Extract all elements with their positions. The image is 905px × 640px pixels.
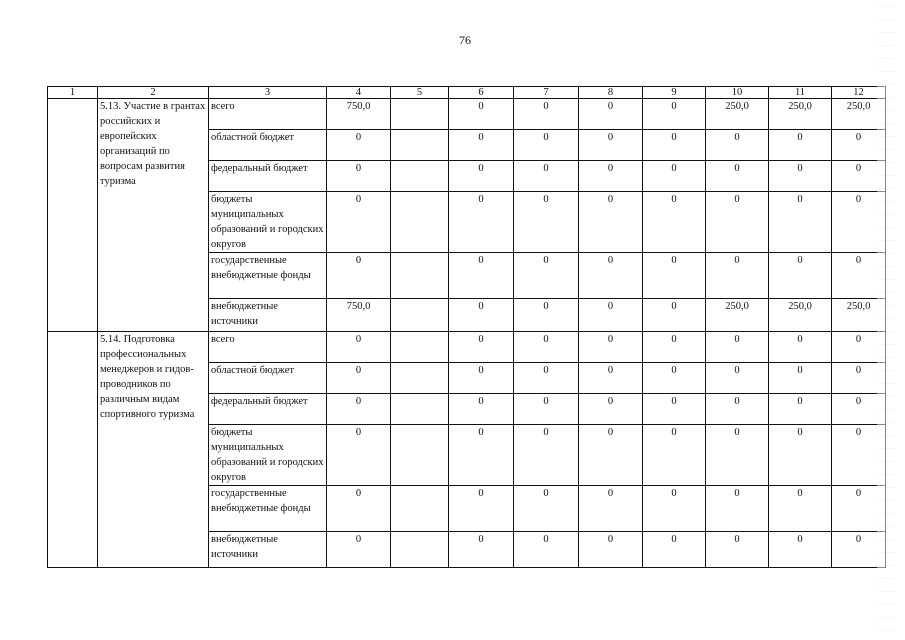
- value-cell-col-11: 0: [769, 130, 832, 161]
- value-cell-col-5: [391, 130, 449, 161]
- page-number: 76: [459, 33, 471, 47]
- value-cell-col-5: [391, 161, 449, 192]
- measure-title: 5.14. Подготовка профессиональных менеджеров и гидов-проводников по различным видам спортивного туризма: [98, 332, 209, 568]
- value-cell-col-8: 0: [579, 99, 643, 130]
- value-cell-col-7: 0: [514, 532, 579, 568]
- value-cell-col-12: 250,0: [832, 99, 886, 130]
- value-cell-col-10: 0: [706, 253, 769, 299]
- table-body: [48, 99, 886, 568]
- funding-source: внебюджетные источники: [209, 299, 327, 332]
- value-cell-col-12: 250,0: [832, 299, 886, 332]
- value-cell-col-4: 0: [327, 192, 391, 253]
- value-cell-col-9: 0: [643, 192, 706, 253]
- column-header-10: 10: [706, 87, 769, 99]
- value-cell-col-6: 0: [449, 486, 514, 532]
- value-cell-col-10: 250,0: [706, 299, 769, 332]
- value-cell-col-10: 0: [706, 486, 769, 532]
- value-cell-col-5: [391, 299, 449, 332]
- value-cell-col-7: 0: [514, 394, 579, 425]
- value-cell-col-12: 0: [832, 394, 886, 425]
- value-cell-col-10: 0: [706, 192, 769, 253]
- value-cell-col-11: 0: [769, 332, 832, 363]
- value-cell-col-7: 0: [514, 192, 579, 253]
- funding-source: государственные внебюджетные фонды: [209, 253, 327, 299]
- value-cell-col-9: 0: [643, 161, 706, 192]
- value-cell-col-6: 0: [449, 130, 514, 161]
- value-cell-col-9: 0: [643, 532, 706, 568]
- column-header-12: 12: [832, 87, 886, 99]
- value-cell-col-12: 0: [832, 130, 886, 161]
- funding-source: всего: [209, 332, 327, 363]
- value-cell-col-8: 0: [579, 299, 643, 332]
- value-cell-col-6: 0: [449, 99, 514, 130]
- value-cell-col-7: 0: [514, 161, 579, 192]
- value-cell-col-5: [391, 425, 449, 486]
- value-cell-col-4: 0: [327, 486, 391, 532]
- value-cell-col-8: 0: [579, 332, 643, 363]
- value-cell-col-10: 0: [706, 425, 769, 486]
- value-cell-col-8: 0: [579, 486, 643, 532]
- value-cell-col-10: 0: [706, 130, 769, 161]
- value-cell-col-11: 0: [769, 394, 832, 425]
- funding-source: областной бюджет: [209, 363, 327, 394]
- value-cell-col-5: [391, 532, 449, 568]
- value-cell-col-12: 0: [832, 363, 886, 394]
- value-cell-col-12: 0: [832, 532, 886, 568]
- value-cell-col-6: 0: [449, 425, 514, 486]
- value-cell-col-7: 0: [514, 425, 579, 486]
- column-header-2: 2: [98, 87, 209, 99]
- value-cell-col-11: 0: [769, 161, 832, 192]
- value-cell-col-10: 0: [706, 532, 769, 568]
- column-header-4: 4: [327, 87, 391, 99]
- value-cell-col-5: [391, 332, 449, 363]
- value-cell-col-6: 0: [449, 363, 514, 394]
- value-cell-col-12: 0: [832, 332, 886, 363]
- value-cell-col-11: 0: [769, 486, 832, 532]
- funding-source: бюджеты муниципальных образований и городских округов: [209, 192, 327, 253]
- column-header-7: 7: [514, 87, 579, 99]
- value-cell-col-7: 0: [514, 253, 579, 299]
- value-cell-col-10: 0: [706, 332, 769, 363]
- value-cell-col-4: 0: [327, 363, 391, 394]
- value-cell-col-9: 0: [643, 130, 706, 161]
- value-cell-col-12: 0: [832, 161, 886, 192]
- budget-table: [47, 86, 886, 568]
- value-cell-col-4: 0: [327, 394, 391, 425]
- value-cell-col-12: 0: [832, 425, 886, 486]
- value-cell-col-11: 250,0: [769, 299, 832, 332]
- value-cell-col-8: 0: [579, 161, 643, 192]
- funding-source: государственные внебюджетные фонды: [209, 486, 327, 532]
- value-cell-col-12: 0: [832, 192, 886, 253]
- value-cell-col-9: 0: [643, 253, 706, 299]
- value-cell-col-4: 750,0: [327, 99, 391, 130]
- column-header-5: 5: [391, 87, 449, 99]
- value-cell-col-7: 0: [514, 363, 579, 394]
- value-cell-col-5: [391, 253, 449, 299]
- value-cell-col-11: 0: [769, 363, 832, 394]
- funding-source: федеральный бюджет: [209, 394, 327, 425]
- value-cell-col-9: 0: [643, 332, 706, 363]
- row-number-cell: [48, 332, 98, 568]
- value-cell-col-5: [391, 394, 449, 425]
- value-cell-col-8: 0: [579, 394, 643, 425]
- value-cell-col-9: 0: [643, 425, 706, 486]
- value-cell-col-9: 0: [643, 99, 706, 130]
- value-cell-col-6: 0: [449, 332, 514, 363]
- value-cell-col-10: 0: [706, 363, 769, 394]
- value-cell-col-9: 0: [643, 299, 706, 332]
- row-number-cell: [48, 99, 98, 332]
- column-header-1: 1: [48, 87, 98, 99]
- value-cell-col-7: 0: [514, 486, 579, 532]
- value-cell-col-9: 0: [643, 486, 706, 532]
- value-cell-col-4: 0: [327, 130, 391, 161]
- value-cell-col-4: 750,0: [327, 299, 391, 332]
- column-header-9: 9: [643, 87, 706, 99]
- value-cell-col-6: 0: [449, 192, 514, 253]
- funding-source: областной бюджет: [209, 130, 327, 161]
- column-header-11: 11: [769, 87, 832, 99]
- funding-source: бюджеты муниципальных образований и городских округов: [209, 425, 327, 486]
- value-cell-col-4: 0: [327, 161, 391, 192]
- value-cell-col-5: [391, 363, 449, 394]
- funding-source: внебюджетные источники: [209, 532, 327, 568]
- funding-source: всего: [209, 99, 327, 130]
- value-cell-col-11: 0: [769, 425, 832, 486]
- value-cell-col-5: [391, 192, 449, 253]
- value-cell-col-6: 0: [449, 532, 514, 568]
- value-cell-col-6: 0: [449, 299, 514, 332]
- value-cell-col-6: 0: [449, 394, 514, 425]
- value-cell-col-8: 0: [579, 425, 643, 486]
- value-cell-col-9: 0: [643, 363, 706, 394]
- value-cell-col-5: [391, 99, 449, 130]
- measure-title: 5.13. Участие в грантах российских и европейских организаций по вопросам развития туризма: [98, 99, 209, 332]
- value-cell-col-12: 0: [832, 486, 886, 532]
- value-cell-col-7: 0: [514, 99, 579, 130]
- value-cell-col-8: 0: [579, 192, 643, 253]
- column-header-8: 8: [579, 87, 643, 99]
- value-cell-col-7: 0: [514, 299, 579, 332]
- value-cell-col-11: 0: [769, 253, 832, 299]
- value-cell-col-7: 0: [514, 332, 579, 363]
- funding-source: федеральный бюджет: [209, 161, 327, 192]
- column-header-6: 6: [449, 87, 514, 99]
- value-cell-col-11: 0: [769, 532, 832, 568]
- value-cell-col-4: 0: [327, 425, 391, 486]
- value-cell-col-11: 250,0: [769, 99, 832, 130]
- value-cell-col-11: 0: [769, 192, 832, 253]
- value-cell-col-9: 0: [643, 394, 706, 425]
- value-cell-col-10: 250,0: [706, 99, 769, 130]
- value-cell-col-5: [391, 486, 449, 532]
- value-cell-col-10: 0: [706, 161, 769, 192]
- header-row: [48, 87, 886, 99]
- value-cell-col-8: 0: [579, 130, 643, 161]
- scan-edge: [877, 0, 895, 640]
- value-cell-col-4: 0: [327, 253, 391, 299]
- value-cell-col-7: 0: [514, 130, 579, 161]
- value-cell-col-8: 0: [579, 253, 643, 299]
- value-cell-col-12: 0: [832, 253, 886, 299]
- value-cell-col-8: 0: [579, 532, 643, 568]
- value-cell-col-4: 0: [327, 332, 391, 363]
- table-row: [48, 332, 886, 363]
- column-header-3: 3: [209, 87, 327, 99]
- value-cell-col-6: 0: [449, 161, 514, 192]
- value-cell-col-4: 0: [327, 532, 391, 568]
- value-cell-col-10: 0: [706, 394, 769, 425]
- table-row: [48, 99, 886, 130]
- value-cell-col-8: 0: [579, 363, 643, 394]
- value-cell-col-6: 0: [449, 253, 514, 299]
